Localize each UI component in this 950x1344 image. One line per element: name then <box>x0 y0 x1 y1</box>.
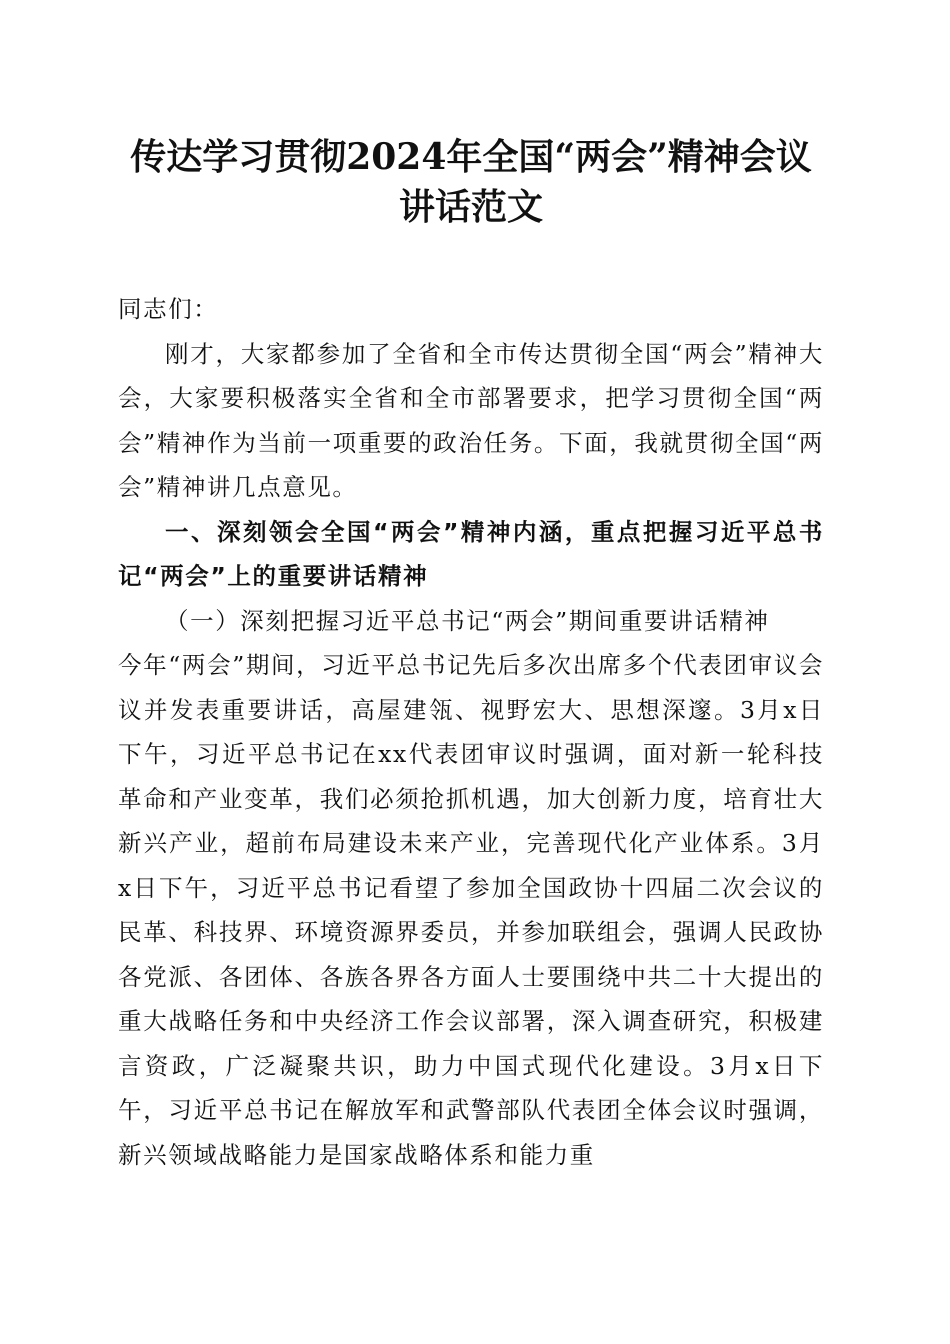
opening-paragraph: 刚才，大家都参加了全省和全市传达贯彻全国“两会”精神大会，大家要积极落实全省和全市部署要求，把学习贯彻全国“两会”精神作为当前一项重要的政治任务。下面，我就贯彻全国“两会”精神讲几点意见。 <box>118 339 824 501</box>
body-paragraph-2: 今年“两会”期间，习近平总书记先后多次出席多个代表团审议会议并发表重要讲话，高屋建瓴、视野宏大、思想深邃。3月x日下午，习近平总书记在xx代表团审议时强调，面对新一轮科技革命和产业变革，我们必须抢抓机遇，加大创新力度，培育壮大新兴产业，超前布局建设未来产业，完善现代化产业体系。3月x日下午，习近平总书记看望了参加全国政协十四届二次会议的民革、科技界、环境资源界委员，并参加联组会，强调人民政协各党派、各团体、各族各界各方面人士要围绕中共二十大提出的重大战略任务和中央经济工作会议部署，深入调查研究，积极建言资政，广泛凝聚共识，助力中国式现代化建设。3月x日下午，习近平总书记在解放军和武警部队代表团全体会议时强调，新兴领域战略能力是国家战略体系和能力重 <box>118 651 824 1169</box>
salutation: 同志们： <box>118 295 219 323</box>
subsection-heading-1: （一）深刻把握习近平总书记“两会”期间重要讲话精神 <box>165 606 770 635</box>
document-page <box>118 132 824 1177</box>
section-heading-1: 一、深刻领会全国“两会”精神内涵，重点把握习近平总书记“两会”上的重要讲话精神 <box>118 517 824 590</box>
title-line-1: 传达学习贯彻2024年全国“两会”精神会议 <box>130 136 812 178</box>
title-line-2: 讲话范文 <box>398 186 543 228</box>
document-title <box>118 132 824 232</box>
